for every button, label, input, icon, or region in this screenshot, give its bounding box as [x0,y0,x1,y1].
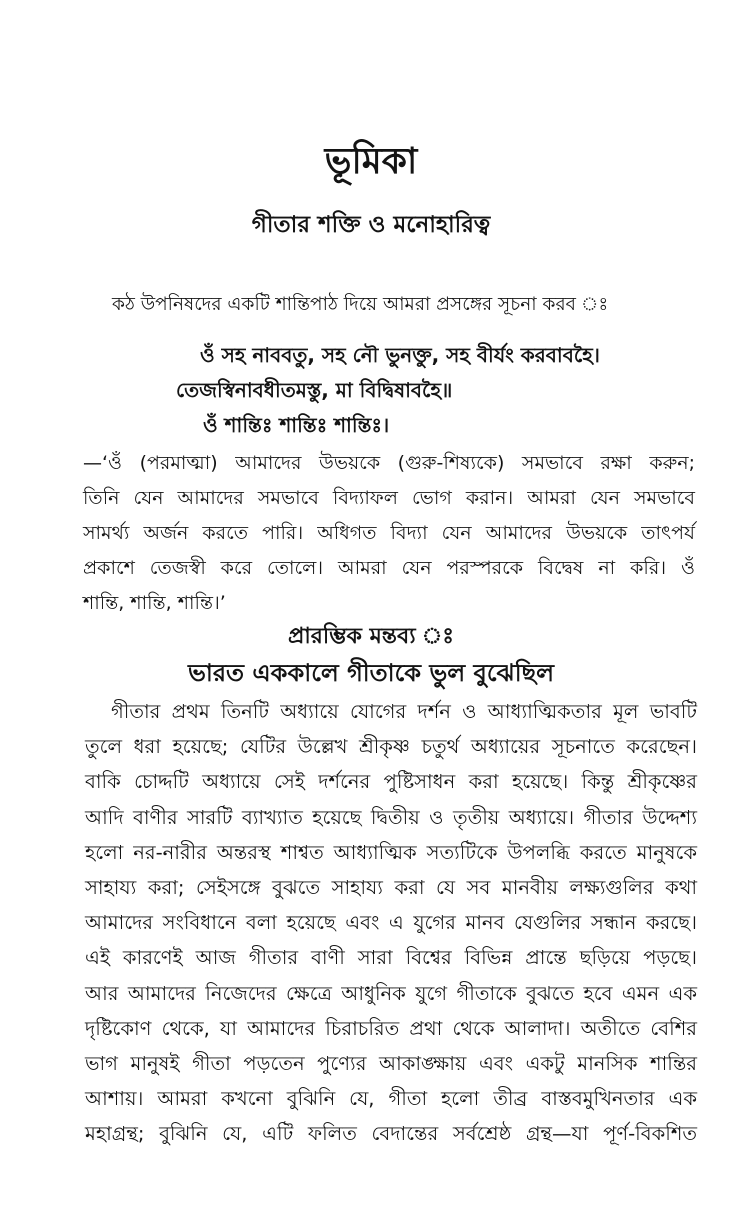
paragraph-line: এই কারণেই আজ গীতার বাণী সারা বিশ্বের বিভিন্ন প্রান্তে ছড়িয়ে পড়ছে। [85,946,697,970]
paragraph-line: দৃষ্টিকোণ থেকে, যা আমাদের চিরাচরিত প্রথা থেকে আলাদা। অতীতে বেশির [85,1016,697,1040]
mantra-line: তেজস্বিনাবধীতমস্তু, মা বিদ্বিষাবহৈ॥ [176,378,453,402]
paragraph-line: আমাদের সংবিধানে বলা হয়েছে এবং এ যুগের মানব যেগুলির সন্ধান করছে। [85,911,697,935]
paragraph-line: আর আমাদের নিজেদের ক্ষেত্রে আধুনিক যুগে গীতাকে বুঝতে হবে এমন এক [85,981,697,1005]
paragraph-line: হলো নর-নারীর অন্তরস্থ শাশ্বত আধ্যাত্মিক সত্যটিকে উপলব্ধি করতে মানুষকে [85,840,697,864]
paragraph-line: সাহায্য করা; সেইসঙ্গে বুঝতে সাহায্য করা যে সব মানবীয় লক্ষ্যগুলির কথা [85,875,697,899]
paragraph-line: বাকি চোদ্দটি অধ্যায়ে সেই দর্শনের পুষ্টিসাধন করা হয়েছে। কিন্তু শ্রীকৃষ্ণের [85,770,697,794]
paragraph-line: ভাগ মানুষই গীতা পড়তেন পুণ্যের আকাঙ্ক্ষায় এবং একটু মানসিক শান্তির [85,1051,697,1075]
page-title: ভূমিকা [324,141,418,182]
translation-line: শান্তি, শান্তি, শান্তি।’ [83,592,226,614]
mantra-translation [83,446,695,621]
section-subheading: ভারত এককালে গীতাকে ভুল বুঝেছিল [187,659,555,687]
page-subtitle: গীতার শক্তি ও মনোহারিত্ব [251,212,491,238]
mantra-line: ওঁ শান্তিঃ শান্তিঃ শান্তিঃ। [203,413,390,437]
intro-sentence: কঠ উপনিষদের একটি শান্তিপাঠ দিয়ে আমরা প্রসঙ্গের সূচনা করব ঃ [112,294,609,315]
paragraph-line: মহাগ্রন্থ; বুঝিনি যে, এটি ফলিত বেদান্তের সর্বশ্রেষ্ঠ গ্রন্থ—যা পূর্ণ-বিকশিত [85,1122,697,1146]
paragraph-line: আদি বাণীর সারটি ব্যাখ্যাত হয়েছে দ্বিতীয় ও তৃতীয় অধ্যায়ে। গীতার উদ্দেশ্য [85,805,697,829]
mantra-line: ওঁ সহ নাববতু, সহ নৌ ভুনক্তু, সহ বীর্যং করবাবহৈ। [200,343,600,367]
section-heading: প্রারম্ভিক মন্তব্য ঃ [287,624,455,649]
paragraph-line: আশায়। আমরা কখনো বুঝিনি যে, গীতা হলো তীব্র বাস্তবমুখিনতার এক [85,1087,697,1111]
paragraph-line: গীতার প্রথম তিনটি অধ্যায়ে যোগের দর্শন ও আধ্যাত্মিকতার মূল ভাবটি [111,700,697,723]
translation-line: সামর্থ্য অর্জন করতে পারি। অধিগত বিদ্যা যেন আমাদের উভয়কে তাৎপর্য [83,522,695,544]
translation-line: —‘ওঁ (পরমাত্মা) আমাদের উভয়কে (গুরু-শিষ্যকে) সমভাবে রক্ষা করুন; [83,452,695,474]
body-paragraph [85,694,697,1151]
paragraph-line: তুলে ধরা হয়েছে; যেটির উল্লেখ শ্রীকৃষ্ণ চতুর্থ অধ্যায়ের সূচনাতে করেছেন। [85,735,697,759]
translation-line: প্রকাশে তেজস্বী করে তোলে। আমরা যেন পরস্পরকে বিদ্বেষ না করি। ওঁ [83,557,695,579]
translation-line: তিনি যেন আমাদের সমভাবে বিদ্যাফল ভোগ করান। আমরা যেন সমভাবে [83,487,695,509]
